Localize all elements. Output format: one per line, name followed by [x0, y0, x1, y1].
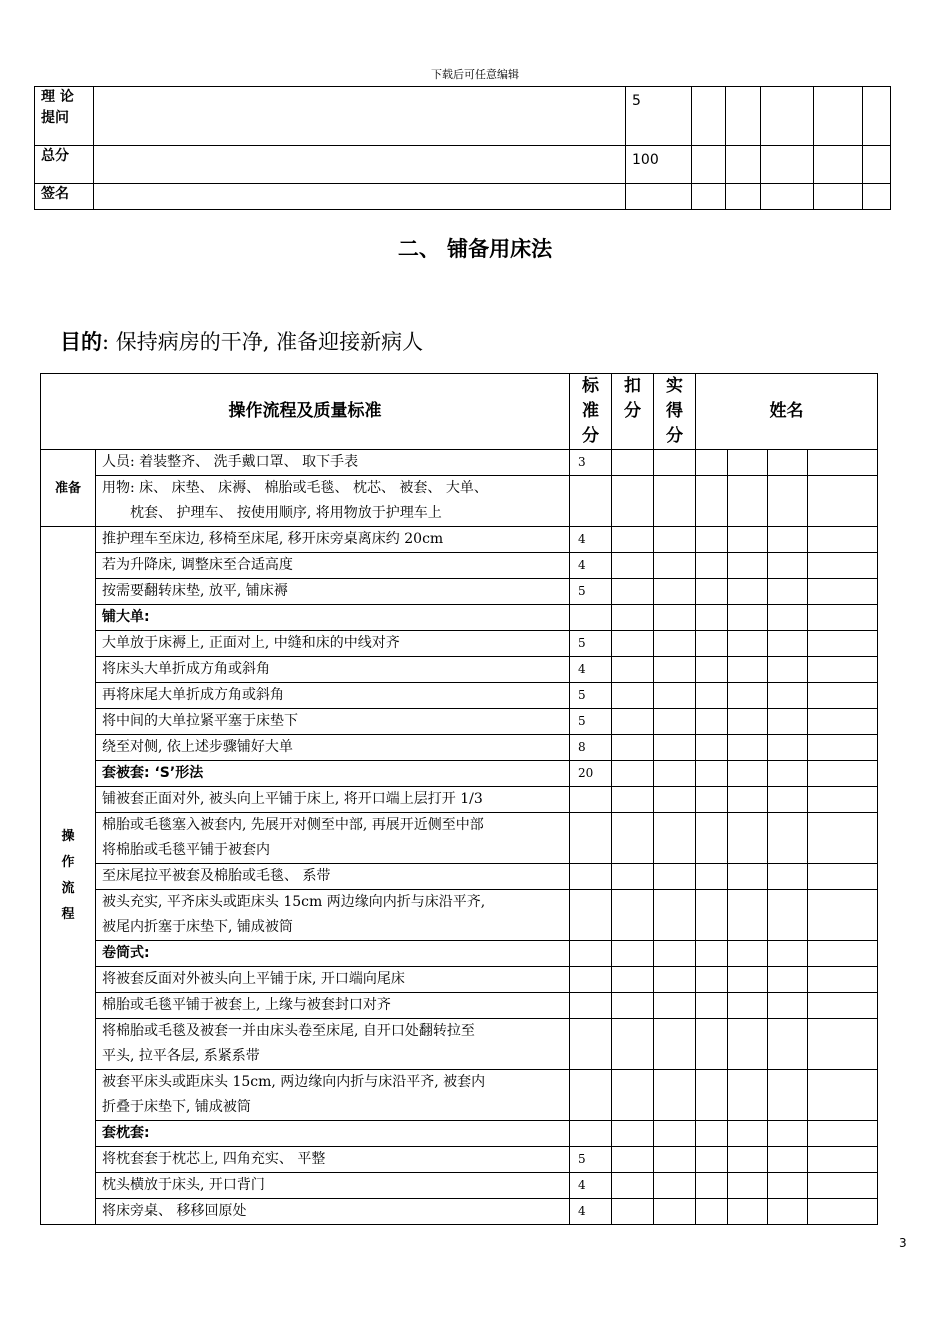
name-cell-4 — [808, 1121, 878, 1147]
name-cell-1 — [696, 993, 728, 1019]
standard-score — [570, 1121, 612, 1147]
table-row — [41, 993, 878, 1019]
name-cell-3 — [768, 657, 808, 683]
standard-score — [570, 1070, 612, 1121]
name-cell-1 — [696, 1019, 728, 1070]
name-cell-3 — [768, 761, 808, 787]
category-process — [41, 527, 96, 1225]
name-cell-2 — [728, 864, 768, 890]
name-cell-4 — [808, 813, 878, 864]
name-cell-3 — [768, 631, 808, 657]
name-cell-4 — [808, 1199, 878, 1225]
name-cell-2 — [728, 476, 768, 527]
deduct-cell — [612, 450, 654, 476]
name-cell-3 — [768, 476, 808, 527]
blank-cell — [761, 146, 814, 184]
summary-content — [94, 184, 626, 210]
name-cell-4 — [808, 941, 878, 967]
name-cell-4 — [808, 553, 878, 579]
header-actual — [654, 374, 696, 450]
name-cell-1 — [696, 761, 728, 787]
step-text: 再将床尾大单折成方角或斜角 — [96, 683, 570, 709]
step-text: 将棉胎或毛毯及被套一并由床头卷至床尾, 自开口处翻转拉至 平头, 拉平各层, 系紧系带 — [96, 1019, 570, 1070]
deduct-cell — [612, 735, 654, 761]
name-cell-2 — [728, 579, 768, 605]
table-row — [41, 967, 878, 993]
actual-cell — [654, 527, 696, 553]
step-text: 将枕套套于枕芯上, 四角充实、 平整 — [96, 1147, 570, 1173]
step-text: 按需要翻转床垫, 放平, 铺床褥 — [96, 579, 570, 605]
name-cell-2 — [728, 1173, 768, 1199]
deduct-cell — [612, 941, 654, 967]
actual-cell — [654, 813, 696, 864]
actual-cell — [654, 890, 696, 941]
name-cell-2 — [728, 890, 768, 941]
table-row — [41, 683, 878, 709]
name-cell-4 — [808, 1019, 878, 1070]
name-cell-3 — [768, 813, 808, 864]
deduct-cell — [612, 683, 654, 709]
name-cell-1 — [696, 735, 728, 761]
purpose-line — [60, 326, 423, 356]
name-cell-4 — [808, 967, 878, 993]
name-cell-1 — [696, 1070, 728, 1121]
name-cell-2 — [728, 683, 768, 709]
step-text: 将床头大单折成方角或斜角 — [96, 657, 570, 683]
name-cell-4 — [808, 1173, 878, 1199]
deduct-cell — [612, 864, 654, 890]
purpose-label: 目的 — [60, 330, 102, 354]
name-cell-2 — [728, 657, 768, 683]
name-cell-4 — [808, 1147, 878, 1173]
actual-cell — [654, 631, 696, 657]
actual-cell — [654, 941, 696, 967]
actual-cell — [654, 476, 696, 527]
step-text: 绕至对侧, 依上述步骤铺好大单 — [96, 735, 570, 761]
actual-cell — [654, 787, 696, 813]
blank-cell — [726, 184, 761, 210]
actual-cell — [654, 1121, 696, 1147]
name-cell-2 — [728, 735, 768, 761]
name-cell-1 — [696, 709, 728, 735]
name-cell-4 — [808, 476, 878, 527]
summary-content — [94, 146, 626, 184]
multiline-text: 实 得 分 — [666, 376, 683, 446]
multiline-text: 操 作 流 程 — [61, 828, 75, 922]
name-cell-4 — [808, 631, 878, 657]
deduct-cell — [612, 967, 654, 993]
blank-cell — [863, 87, 891, 146]
deduct-cell — [612, 813, 654, 864]
summary-row — [35, 184, 891, 210]
table-row — [41, 579, 878, 605]
actual-cell — [654, 735, 696, 761]
step-text: 推护理车至床边, 移椅至床尾, 移开床旁桌离床约 20cm — [96, 527, 570, 553]
actual-cell — [654, 993, 696, 1019]
standard-score: 5 — [570, 631, 612, 657]
name-cell-2 — [728, 967, 768, 993]
blank-cell — [761, 87, 814, 146]
name-cell-4 — [808, 657, 878, 683]
name-cell-3 — [768, 735, 808, 761]
section-title: 二、 铺备用床法 — [397, 237, 553, 261]
table-row — [41, 1199, 878, 1225]
name-cell-1 — [696, 864, 728, 890]
name-cell-1 — [696, 605, 728, 631]
summary-label: 签名 — [35, 184, 94, 210]
standard-score — [570, 967, 612, 993]
name-cell-1 — [696, 813, 728, 864]
blank-cell — [692, 184, 726, 210]
blank-cell — [761, 184, 814, 210]
deduct-cell — [612, 1147, 654, 1173]
name-cell-2 — [728, 527, 768, 553]
actual-cell — [654, 1173, 696, 1199]
multiline-text: 标 准 分 — [582, 376, 599, 446]
actual-cell — [654, 1019, 696, 1070]
summary-score: 5 — [626, 87, 692, 146]
step-text: 套被套: ‘S’形法 — [96, 761, 570, 787]
name-cell-3 — [768, 1070, 808, 1121]
name-cell-3 — [768, 553, 808, 579]
name-cell-1 — [696, 1147, 728, 1173]
name-cell-2 — [728, 1121, 768, 1147]
name-cell-2 — [728, 1070, 768, 1121]
actual-cell — [654, 683, 696, 709]
category-prep: 准备 — [41, 450, 96, 527]
summary-label: 理 论 提问 — [35, 87, 94, 146]
name-cell-3 — [768, 1121, 808, 1147]
blank-cell — [814, 87, 863, 146]
table-row — [41, 761, 878, 787]
step-text: 人员: 着装整齐、 洗手戴口罩、 取下手表 — [96, 450, 570, 476]
name-cell-1 — [696, 579, 728, 605]
blank-cell — [863, 146, 891, 184]
name-cell-2 — [728, 761, 768, 787]
deduct-cell — [612, 993, 654, 1019]
deduct-cell — [612, 1199, 654, 1225]
standard-score: 4 — [570, 657, 612, 683]
name-cell-1 — [696, 631, 728, 657]
name-cell-3 — [768, 579, 808, 605]
score-summary-table — [34, 86, 891, 210]
name-cell-4 — [808, 527, 878, 553]
actual-cell — [654, 864, 696, 890]
step-text: 将被套反面对外被头向上平铺于床, 开口端向尾床 — [96, 967, 570, 993]
actual-cell — [654, 579, 696, 605]
actual-cell — [654, 605, 696, 631]
name-cell-1 — [696, 1121, 728, 1147]
standard-score: 5 — [570, 709, 612, 735]
name-cell-2 — [728, 709, 768, 735]
deduct-cell — [612, 1019, 654, 1070]
name-cell-4 — [808, 761, 878, 787]
actual-cell — [654, 709, 696, 735]
actual-cell — [654, 450, 696, 476]
step-text: 套枕套: — [96, 1121, 570, 1147]
step-text: 枕头横放于床头, 开口背门 — [96, 1173, 570, 1199]
table-header-row — [41, 374, 878, 450]
deduct-cell — [612, 1070, 654, 1121]
step-text: 至床尾拉平被套及棉胎或毛毯、 系带 — [96, 864, 570, 890]
name-cell-4 — [808, 450, 878, 476]
step-text: 棉胎或毛毯塞入被套内, 先展开对侧至中部, 再展开近侧至中部 将棉胎或毛毯平铺于被套内 — [96, 813, 570, 864]
name-cell-3 — [768, 683, 808, 709]
name-cell-4 — [808, 605, 878, 631]
step-text: 将中间的大单拉紧平塞于床垫下 — [96, 709, 570, 735]
table-row — [41, 1019, 878, 1070]
table-row — [41, 1173, 878, 1199]
standard-score — [570, 1019, 612, 1070]
deduct-cell — [612, 709, 654, 735]
name-cell-3 — [768, 864, 808, 890]
table-row — [41, 709, 878, 735]
table-row — [41, 631, 878, 657]
deduct-cell — [612, 1121, 654, 1147]
blank-cell — [726, 87, 761, 146]
name-cell-2 — [728, 1199, 768, 1225]
summary-content — [94, 87, 626, 146]
header-note: 下载后可任意编辑 — [431, 68, 519, 81]
standard-score: 5 — [570, 579, 612, 605]
name-cell-1 — [696, 1199, 728, 1225]
step-text: 大单放于床褥上, 正面对上, 中缝和床的中线对齐 — [96, 631, 570, 657]
name-cell-2 — [728, 450, 768, 476]
table-row — [41, 1147, 878, 1173]
table-row — [41, 735, 878, 761]
standard-score: 8 — [570, 735, 612, 761]
deduct-cell — [612, 605, 654, 631]
name-cell-1 — [696, 657, 728, 683]
standard-score — [570, 605, 612, 631]
standard-score: 4 — [570, 527, 612, 553]
name-cell-3 — [768, 967, 808, 993]
step-text: 被头充实, 平齐床头或距床头 15cm 两边缘向内折与床沿平齐, 被尾内折塞于床垫下, 铺成被筒 — [96, 890, 570, 941]
name-cell-3 — [768, 605, 808, 631]
step-text: 铺被套正面对外, 被头向上平铺于床上, 将开口端上层打开 1/3 — [96, 787, 570, 813]
standard-score: 4 — [570, 553, 612, 579]
standard-score: 4 — [570, 1199, 612, 1225]
summary-label: 总分 — [35, 146, 94, 184]
deduct-cell — [612, 787, 654, 813]
name-cell-3 — [768, 527, 808, 553]
name-cell-1 — [696, 553, 728, 579]
actual-cell — [654, 657, 696, 683]
name-cell-1 — [696, 450, 728, 476]
step-text: 将床旁桌、 移移回原处 — [96, 1199, 570, 1225]
standard-score: 4 — [570, 1173, 612, 1199]
blank-cell — [726, 146, 761, 184]
step-text: 卷筒式: — [96, 941, 570, 967]
standard-score: 5 — [570, 683, 612, 709]
name-cell-1 — [696, 890, 728, 941]
standard-score — [570, 476, 612, 527]
name-cell-4 — [808, 864, 878, 890]
name-cell-2 — [728, 941, 768, 967]
summary-row — [35, 146, 891, 184]
actual-cell — [654, 761, 696, 787]
name-cell-2 — [728, 631, 768, 657]
blank-cell — [814, 146, 863, 184]
deduct-cell — [612, 890, 654, 941]
name-cell-2 — [728, 813, 768, 864]
deduct-cell — [612, 761, 654, 787]
summary-score — [626, 184, 692, 210]
standard-score — [570, 787, 612, 813]
table-row — [41, 1121, 878, 1147]
header-standard-score — [570, 374, 612, 450]
name-cell-3 — [768, 1173, 808, 1199]
standard-score: 3 — [570, 450, 612, 476]
name-cell-3 — [768, 709, 808, 735]
deduct-cell — [612, 553, 654, 579]
deduct-cell — [612, 476, 654, 527]
name-cell-2 — [728, 1147, 768, 1173]
name-cell-4 — [808, 993, 878, 1019]
name-cell-4 — [808, 1070, 878, 1121]
name-cell-1 — [696, 967, 728, 993]
name-cell-2 — [728, 605, 768, 631]
step-text: 用物: 床、 床垫、 床褥、 棉胎或毛毯、 枕芯、 被套、 大单、 枕套、 护理车、 按使用顺序, 将用物放于护理车上 — [96, 476, 570, 527]
standard-score — [570, 941, 612, 967]
page-number: 3 — [899, 1236, 907, 1250]
header-process: 操作流程及质量标准 — [41, 374, 570, 450]
name-cell-1 — [696, 787, 728, 813]
table-row — [41, 450, 878, 476]
table-row — [41, 527, 878, 553]
name-cell-3 — [768, 1199, 808, 1225]
standard-score: 20 — [570, 761, 612, 787]
table-row — [41, 605, 878, 631]
name-cell-4 — [808, 890, 878, 941]
deduct-cell — [612, 1173, 654, 1199]
name-cell-1 — [696, 683, 728, 709]
name-cell-2 — [728, 1019, 768, 1070]
table-row — [41, 553, 878, 579]
deduct-cell — [612, 631, 654, 657]
name-cell-4 — [808, 683, 878, 709]
actual-cell — [654, 1199, 696, 1225]
header-deduct — [612, 374, 654, 450]
name-cell-3 — [768, 450, 808, 476]
table-row — [41, 941, 878, 967]
blank-cell — [692, 87, 726, 146]
name-cell-4 — [808, 787, 878, 813]
name-cell-2 — [728, 993, 768, 1019]
deduct-cell — [612, 579, 654, 605]
table-row — [41, 657, 878, 683]
standard-score — [570, 993, 612, 1019]
name-cell-2 — [728, 787, 768, 813]
name-cell-1 — [696, 476, 728, 527]
name-cell-1 — [696, 1173, 728, 1199]
standard-score — [570, 864, 612, 890]
name-cell-1 — [696, 941, 728, 967]
name-cell-3 — [768, 1147, 808, 1173]
purpose-text: : 保持病房的干净, 准备迎接新病人 — [102, 330, 424, 354]
actual-cell — [654, 1147, 696, 1173]
blank-cell — [692, 146, 726, 184]
actual-cell — [654, 967, 696, 993]
name-cell-2 — [728, 553, 768, 579]
name-cell-3 — [768, 890, 808, 941]
table-row — [41, 476, 878, 527]
table-row — [41, 813, 878, 864]
name-cell-3 — [768, 941, 808, 967]
blank-cell — [863, 184, 891, 210]
table-row — [41, 787, 878, 813]
standard-score: 5 — [570, 1147, 612, 1173]
header-name: 姓名 — [696, 374, 878, 450]
name-cell-4 — [808, 579, 878, 605]
name-cell-3 — [768, 993, 808, 1019]
name-cell-1 — [696, 527, 728, 553]
summary-score: 100 — [626, 146, 692, 184]
name-cell-3 — [768, 787, 808, 813]
table-row — [41, 890, 878, 941]
deduct-cell — [612, 527, 654, 553]
name-cell-4 — [808, 735, 878, 761]
actual-cell — [654, 553, 696, 579]
name-cell-4 — [808, 709, 878, 735]
standard-score — [570, 813, 612, 864]
procedure-table — [40, 373, 878, 1225]
name-cell-3 — [768, 1019, 808, 1070]
step-text: 若为升降床, 调整床至合适高度 — [96, 553, 570, 579]
table-row — [41, 1070, 878, 1121]
step-text: 被套平床头或距床头 15cm, 两边缘向内折与床沿平齐, 被套内 折叠于床垫下, 铺成被筒 — [96, 1070, 570, 1121]
multiline-text: 扣 分 — [624, 376, 641, 421]
step-text: 棉胎或毛毯平铺于被套上, 上缘与被套封口对齐 — [96, 993, 570, 1019]
table-row — [41, 864, 878, 890]
step-text: 铺大单: — [96, 605, 570, 631]
actual-cell — [654, 1070, 696, 1121]
summary-row — [35, 87, 891, 146]
blank-cell — [814, 184, 863, 210]
standard-score — [570, 890, 612, 941]
deduct-cell — [612, 657, 654, 683]
